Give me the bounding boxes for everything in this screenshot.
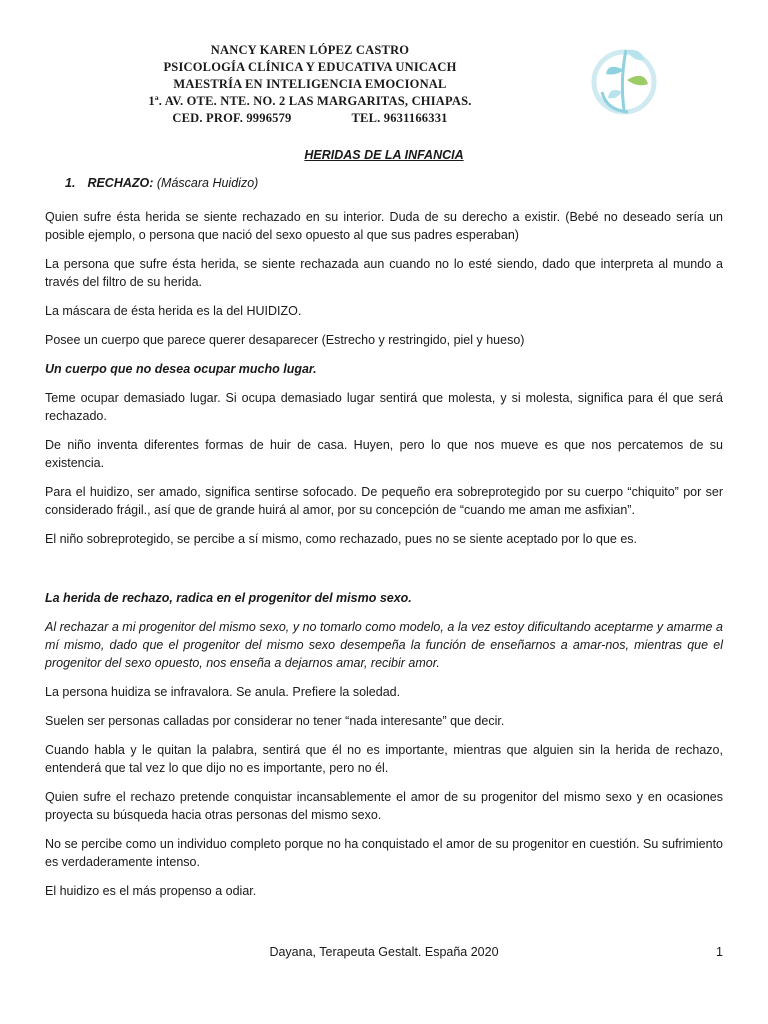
footer-credit: Dayana, Terapeuta Gestalt. España 2020 <box>269 945 499 959</box>
author-address: 1ª. AV. OTE. NTE. NO. 2 LAS MARGARITAS, CHIAPAS. <box>148 94 472 108</box>
paragraph: Quien sufre ésta herida se siente rechazado en su interior. Duda de su derecho a existir. (Bebé no deseado sería un posible ejemplo, o persona que nació del sexo opuesto al que sus padres esperaban) <box>45 210 723 242</box>
paragraph: Suelen ser personas calladas por considerar no tener “nada interesante” que decir. <box>45 714 505 728</box>
author-masters: MAESTRÍA EN INTELIGENCIA EMOCIONAL <box>173 77 447 91</box>
professional-id: CED. PROF. 9996579 <box>172 111 292 125</box>
page-number: 1 <box>716 945 723 959</box>
section-mask: (Máscara Huidizo) <box>156 176 259 190</box>
author-name: NANCY KAREN LÓPEZ CASTRO <box>210 43 410 57</box>
paragraph: La máscara de ésta herida es la del HUIDIZO. <box>45 304 302 318</box>
paragraph: La persona huidiza se infravalora. Se anula. Prefiere la soledad. <box>45 685 401 699</box>
paragraph: Posee un cuerpo que parece querer desaparecer (Estrecho y restringido, piel y hueso) <box>45 333 525 347</box>
section-number: 1. <box>65 176 76 190</box>
paragraph: El niño sobreprotegido, se percibe a sí mismo, como rechazado, pues no se siente aceptado por lo que es. <box>45 532 638 546</box>
emphasis-paragraph: Un cuerpo que no desea ocupar mucho lugar. <box>45 362 317 376</box>
leaf-logo-icon <box>584 40 664 120</box>
spacer <box>45 559 723 589</box>
paragraph: Para el huidizo, ser amado, significa sentirse sofocado. De pequeño era sobreprotegido por su cuerpo “chiquito” por ser considerado frágil., así que de grande huirá al amor, por su concepción de “cuando me aman me asfixian”. <box>45 485 723 517</box>
paragraph: Cuando habla y le quitan la palabra, sentirá que él no es importante, mientras que alguien sin la herida de rechazo, entenderá que tal vez lo que dijo no es importante, pero no él. <box>45 743 723 775</box>
paragraph: La persona que sufre ésta herida, se siente rechazada aun cuando no lo esté siendo, dado que interpreta al mundo a través del filtro de su herida. <box>45 257 723 289</box>
emphasis-paragraph: La herida de rechazo, radica en el progenitor del mismo sexo. <box>45 591 412 605</box>
contact-row <box>100 110 520 127</box>
paragraph: De niño inventa diferentes formas de huir de casa. Huyen, pero lo que nos mueve es que nos percatemos de su existencia. <box>45 438 723 470</box>
phone-number: TEL. 9631166331 <box>351 111 448 125</box>
paragraph: Teme ocupar demasiado lugar. Si ocupa demasiado lugar sentirá que molesta, y si molesta, significa para él que será rechazado. <box>45 391 723 423</box>
section-name: RECHAZO: <box>87 176 154 190</box>
section-heading <box>65 174 723 192</box>
author-degree: PSICOLOGÍA CLÍNICA Y EDUCATIVA UNICACH <box>163 60 457 74</box>
paragraph: El huidizo es el más propenso a odiar. <box>45 884 257 898</box>
letterhead <box>100 42 520 127</box>
document-body <box>45 146 723 911</box>
document-title: HERIDAS DE LA INFANCIA <box>304 148 464 162</box>
paragraph: Quien sufre el rechazo pretende conquistar incansablemente el amor de su progenitor del mismo sexo y en ocasiones proyecta su búsqueda hacia otras personas del mismo sexo. <box>45 790 723 822</box>
paragraph: No se percibe como un individuo completo porque no ha conquistado el amor de su progenitor en cuestión. Su sufrimiento es verdaderamente intenso. <box>45 837 723 869</box>
italic-paragraph: Al rechazar a mi progenitor del mismo sexo, y no tomarlo como modelo, a la vez estoy dificultando aceptarme y amarme a mí mismo, dado que el progenitor del mismo sexo desempeña la función de enseñarnos a amar-nos, mientras que el progenitor del sexo opuesto, nos enseña a dejarnos amar, recibir amor. <box>45 620 723 670</box>
